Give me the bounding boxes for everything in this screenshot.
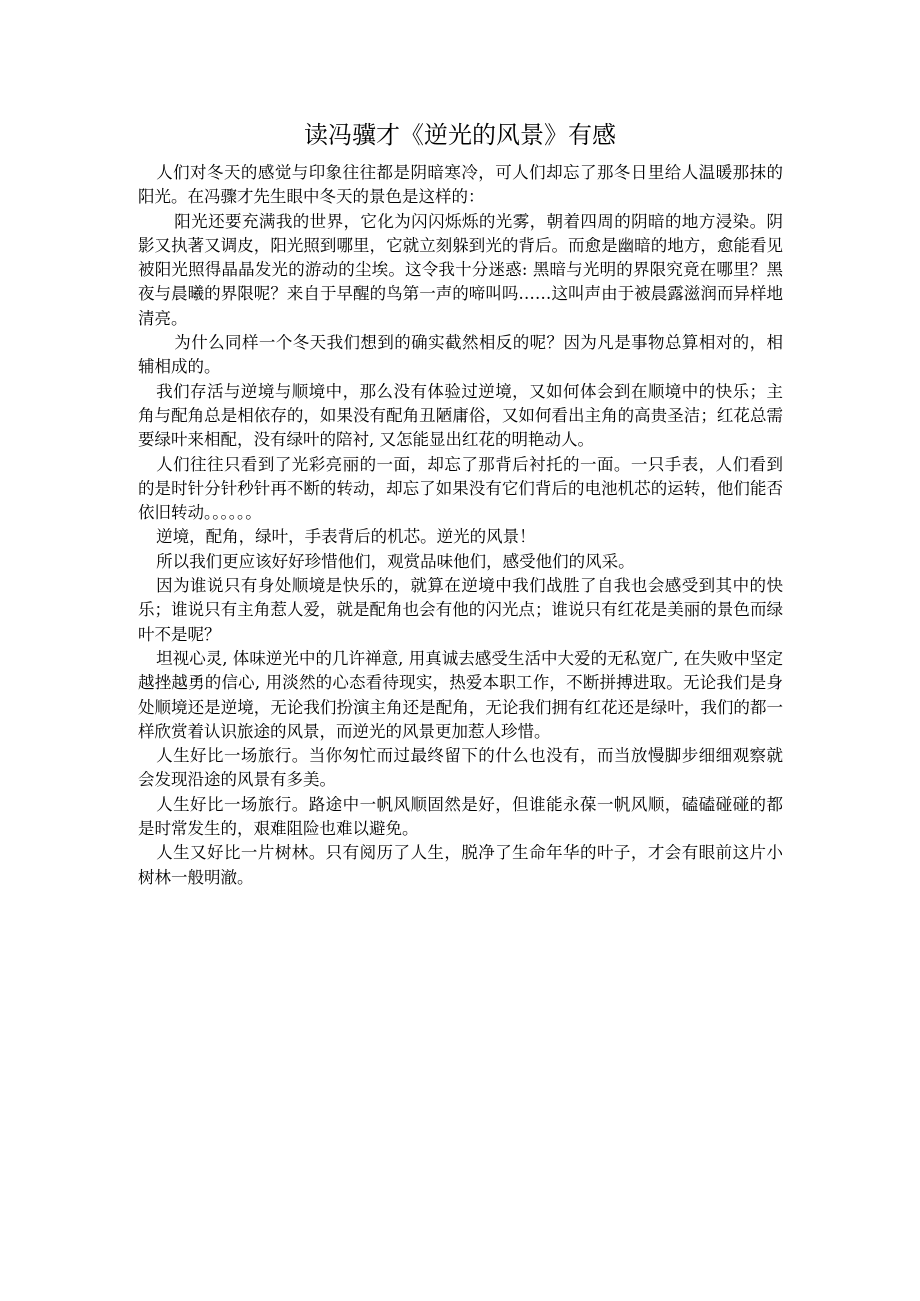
paragraph: 人生好比一场旅行。路途中一帆风顺固然是好，但谁能永葆一帆风顺，磕磕碰碰的都是时常发生的，艰难阻险也难以避免。 [138,794,783,839]
paragraph: 我们存活与逆境与顺境中，那么没有体验过逆境，又如何体会到在顺境中的快乐；主角与配角总是相依存的，如果没有配角丑陋庸俗，又如何看出主角的高贵圣洁；红花总需要绿叶来相配，没有绿叶的陪衬, 又怎能显出红花的明艳动人。 [138,381,783,450]
paragraph: 因为谁说只有身处顺境是快乐的，就算在逆境中我们战胜了自我也会感受到其中的快乐；谁说只有主角惹人爱，就是配角也会有他的闪光点；谁说只有红花是美丽的景色而绿叶不是呢？ [138,576,783,644]
document-body [138,161,783,890]
paragraph: 为什么同样一个冬天我们想到的确实截然相反的呢？因为凡是事物总算相对的，相辅相成的。 [138,333,783,377]
paragraph: 坦视心灵, 体味逆光中的几许禅意, 用真诚去感受生活中大爱的无私宽广, 在失败中坚定越挫越勇的信心, 用淡然的心态看待现实，热爱本职工作，不断拼搏进取。无论我们是身处顺境还是逆境，无论我们扮演主角还是配角，无论我们拥有红花还是绿叶，我们的都一样欣赏着认识旅途的风景，而逆光的风景更加惹人珍惜。 [138,648,783,741]
paragraph: 人生又好比一片树林。只有阅历了人生，脱净了生命年华的叶子，才会有眼前这片小树林一般明澈。 [138,843,783,887]
paragraph: 人生好比一场旅行。当你匆忙而过最终留下的什么也没有，而当放慢脚步细细观察就会发现沿途的风景有多美。 [138,746,783,790]
paragraph: 人们往往只看到了光彩亮丽的一面，却忘了那背后衬托的一面。一只手表，人们看到的是时针分针秒针再不断的转动，却忘了如果没有它们背后的电池机芯的运转，他们能否依旧转动。。。。。。 [138,454,783,523]
paragraph: 阳光还要充满我的世界，它化为闪闪烁烁的光雾，朝着四周的阴暗的地方浸染。阴影又执著又调皮，阳光照到哪里，它就立刻躲到光的背后。而愈是幽暗的地方，愈能看见被阳光照得晶晶发光的游动的尘埃。这令我十分迷惑: 黑暗与光明的界限究竟在哪里？黑夜与晨曦的界限呢？来自于早醒的鸟第一声的啼叫吗……这叫声由于被晨露滋润而异样地清亮。 [138,211,783,328]
paragraph: 人们对冬天的感觉与印象往往都是阴暗寒冷，可人们却忘了那冬日里给人温暖那抹的阳光。在冯骤才先生眼中冬天的景色是这样的： [138,163,783,207]
paragraph: 逆境，配角，绿叶，手表背后的机芯。逆光的风景！ [156,527,536,547]
paragraph: 所以我们更应该好好珍惜他们，观赏品味他们，感受他们的风采。 [156,551,635,571]
document-title: 读冯骥才《逆光的风景》有感 [304,121,616,149]
